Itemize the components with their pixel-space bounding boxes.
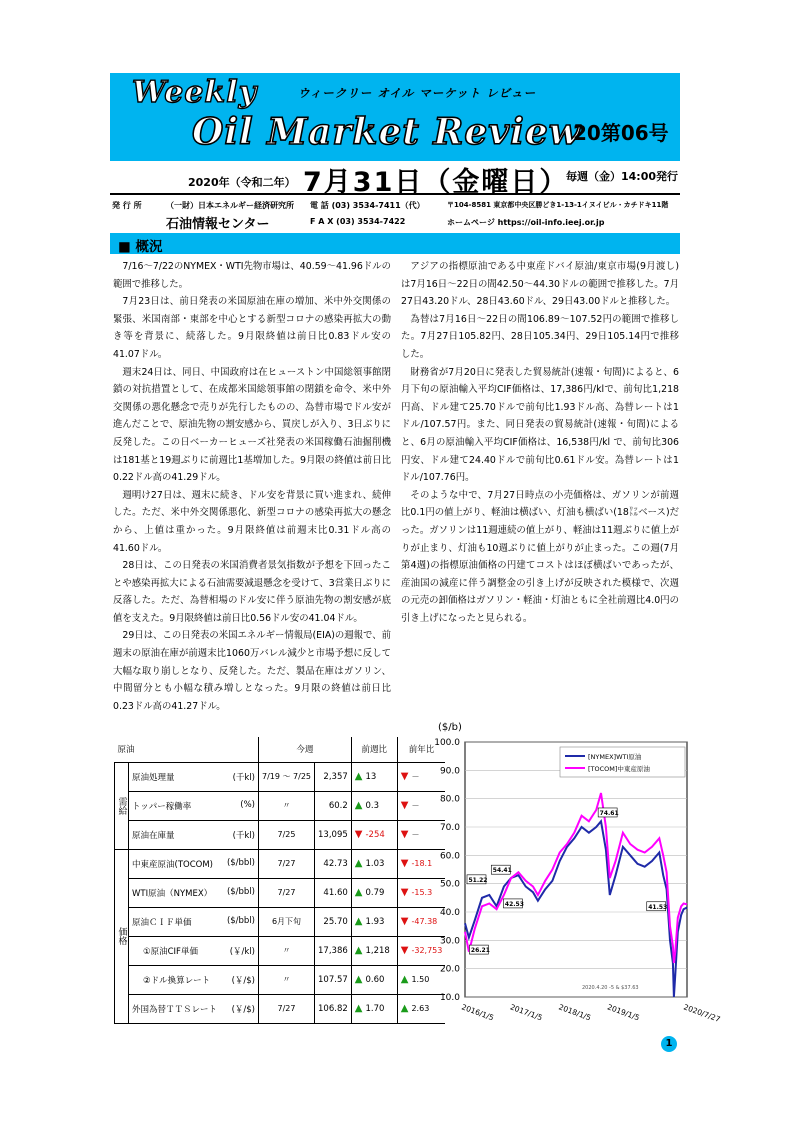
value-cell: 107.57 <box>315 965 352 994</box>
category-price: 価格 <box>115 849 129 1023</box>
paragraph: 為替は7月16日～22日の間106.89～107.52円の範囲で推移した。7月27日105.82円、28日105.34円、29日105.14円で推移した。 <box>401 313 679 360</box>
wow-cell <box>351 849 397 878</box>
wow-value: 0.3 <box>365 801 379 811</box>
up-arrow-icon: ▲ <box>400 974 409 985</box>
market-table <box>114 737 445 1024</box>
table-row <box>115 849 446 878</box>
down-arrow-icon: ▼ <box>354 829 363 840</box>
up-arrow-icon: ▲ <box>354 1003 363 1014</box>
period-cell: 7/27 <box>259 849 315 878</box>
chart-unit-label: ($/b) <box>438 722 462 733</box>
item-unit: (%) <box>240 799 255 810</box>
data-label: 26.21 <box>470 947 490 955</box>
up-arrow-icon: ▲ <box>354 887 363 898</box>
period-cell: 7/27 <box>259 878 315 907</box>
wow-value: -254 <box>365 830 385 840</box>
price-chart <box>430 730 722 1025</box>
table-header-row <box>115 737 446 762</box>
item-cell <box>129 907 259 936</box>
table-row <box>115 994 446 1023</box>
value-cell: 2,357 <box>315 762 352 791</box>
period-cell: 6月下旬 <box>259 907 315 936</box>
yoy-value: -32,753 <box>411 946 443 955</box>
up-arrow-icon: ▲ <box>354 858 363 869</box>
wow-value: 1,218 <box>365 946 390 956</box>
section-title: ■ 概況 <box>118 239 163 255</box>
wow-cell <box>351 820 397 849</box>
table-row <box>115 907 446 936</box>
up-arrow-icon: ▲ <box>354 771 363 782</box>
wow-cell <box>351 907 397 936</box>
period-cell: 〃 <box>259 791 315 820</box>
item-name: 原油処理量 <box>132 772 175 783</box>
wow-value: 0.60 <box>365 975 385 985</box>
item-cell <box>129 965 259 994</box>
item-cell <box>129 994 259 1023</box>
wow-cell <box>351 936 397 965</box>
category-supply: 需給 <box>115 762 129 849</box>
section-header <box>110 233 680 254</box>
table-row <box>115 762 446 791</box>
item-cell <box>129 762 259 791</box>
legend-label: [NYMEX]WTI原油 <box>588 753 642 761</box>
y-tick-label: 60.0 <box>439 851 460 862</box>
paragraph: 週明け27日は、週末に続き、ドル安を背景に買い進まれ、続伸した。ただ、米中外交関係悪化、新型コロナの感染再拡大の懸念から、上値は重かった。9月限終値は前週末比0.31ドル高の41.60ドル。 <box>113 489 391 554</box>
publisher-address: 〒104-8581 東京都中央区勝どき1-13-1イヌイビル・カチドキ11階 <box>447 201 669 209</box>
paragraph: 29日は、この日発表の米国エネルギー情報局(EIA)の週報で、前週末の原油在庫が前週末比1060万バレル減少と市場予想に反して大幅な取り崩しとなり、反発した。ただ、製品在庫はガソリン、中間留分とも小幅な積み増しとなった。9月限の終値は前日比0.23ドル高の41.27ドル。 <box>113 630 391 712</box>
yoy-value: -15.3 <box>411 888 433 897</box>
page-number: 1 <box>661 1036 677 1052</box>
item-name: 外国為替ＴＴＳレート <box>132 1004 218 1015</box>
y-tick-label: 90.0 <box>439 766 460 777</box>
publisher-fax: F A X (03) 3534-7422 <box>310 217 406 226</box>
table-row <box>115 820 446 849</box>
paragraph: アジアの指標原油である中東産ドバイ原油/東京市場(9月渡し)は7月16日～22日の間42.50～44.30ドルの範囲で推移した。7月27日43.20ドル、28日43.60ドル、29日43.00ドルと推移した。 <box>401 261 679 308</box>
y-tick-label: 70.0 <box>439 823 460 833</box>
data-label: 42.53 <box>504 900 524 908</box>
wow-cell <box>351 994 397 1023</box>
value-cell: 25.70 <box>315 907 352 936</box>
item-unit: ($/bbl) <box>226 886 255 897</box>
up-arrow-icon: ▲ <box>354 800 363 811</box>
period-cell: 〃 <box>259 936 315 965</box>
issue-year: 2020年（令和二年） <box>188 176 296 189</box>
yoy-value: 2.63 <box>411 1004 430 1013</box>
item-unit: (￥/kl) <box>229 946 255 957</box>
down-arrow-icon: ▼ <box>400 945 409 956</box>
header-rule <box>110 193 680 195</box>
table-header-wow: 前週比 <box>351 737 397 762</box>
y-tick-label: 80.0 <box>439 794 460 805</box>
y-tick-label: 40.0 <box>439 908 460 918</box>
publisher-label: 発 行 所 <box>112 201 142 210</box>
item-name: 原油在庫量 <box>132 830 175 841</box>
left-column <box>113 258 391 715</box>
masthead-kana: ウィークリー オイル マーケット レビュー <box>298 86 537 100</box>
publish-frequency: 毎週（金）14:00発行 <box>566 170 679 183</box>
down-arrow-icon: ▼ <box>400 858 409 869</box>
paragraph: 週末24日は、同日、中国政府は在ヒューストン中国総領事館閉鎖の対抗措置として、在成都米国総領事館の閉鎖を命令、米中外交関係の悪化懸念で売りが先行したものの、為替市場でドル安が進んだことで、原油先物の割安感から、買戻しが入り、3日ぶりに反発した。この日ベーカーヒューズ社発表の米国稼働石油掘削機は181基と19週ぶりに前週比1基増加した。9月限の終値は前日比0.22ドル高の41.29ドル。 <box>113 366 391 484</box>
legend-label: [TOCOM]中東産原油 <box>588 765 650 773</box>
item-unit: (￥/$) <box>231 1004 255 1015</box>
table-row <box>115 936 446 965</box>
item-unit: ($/bbl) <box>226 857 255 868</box>
item-name: ①原油CIF単価 <box>143 946 198 957</box>
period-cell: 7/25 <box>259 820 315 849</box>
paragraph: そのような中で、7月27日時点の小売価格は、ガソリンが前週比0.1円の値上がり、軽油は横ばい、灯油も横ばい(18㍑ベース)だった。ガソリンは11週連続の値上がり、軽油は11週ぶりに値上がりが止まり、灯油も10週ぶりに値上がりが止まった。この週(7月第4週)の指標原油価格の円建てコストはほぼ横ばいであったが、産油国の減産に伴う調整金の引き上げが反映された模様で、次週の元売の卸価格はガソリン・軽油・灯油ともに全社前週比4.0円の引き上げになったと見られる。 <box>401 489 679 624</box>
publisher-org: （一財）日本エネルギー経済研究所 <box>166 201 294 210</box>
publisher-tel: 電 話 (03) 3534-7411（代） <box>310 201 425 210</box>
value-cell: 41.60 <box>315 878 352 907</box>
item-unit: (千kl) <box>232 772 255 783</box>
y-tick-label: 10.0 <box>439 993 460 1003</box>
publisher-homepage[interactable]: ホームページ https://oil-info.ieej.or.jp <box>447 218 605 227</box>
wow-value: 1.70 <box>365 1004 385 1014</box>
table-row <box>115 791 446 820</box>
wow-cell <box>351 791 397 820</box>
item-cell <box>129 878 259 907</box>
value-cell: 13,095 <box>315 820 352 849</box>
y-tick-label: 50.0 <box>439 879 460 890</box>
item-name: ②ドル換算レート <box>143 975 211 986</box>
data-label: 41.53 <box>648 903 668 911</box>
x-tick-label: 2019/1/5 <box>606 1002 641 1023</box>
paragraph: 7月23日は、前日発表の米国原油在庫の増加、米中外交関係の緊張、米国南部・東部を中心とする新型コロナの感染再拡大の動き等を背景に、続落した。9月限終値は前日比0.83ドル安の41.07ドル。 <box>113 296 391 360</box>
x-tick-label: 2018/1/5 <box>557 1002 593 1023</box>
masthead-title: Oil Market Review <box>192 111 581 153</box>
issue-date: 7月31日（金曜日） <box>303 167 569 198</box>
value-cell: 106.82 <box>315 994 352 1023</box>
x-tick-label: 2020/7/27 <box>682 1002 722 1025</box>
table-row <box>115 878 446 907</box>
yoy-value: － <box>411 830 420 839</box>
down-arrow-icon: ▼ <box>400 887 409 898</box>
wow-value: 1.93 <box>365 917 385 927</box>
period-cell: 〃 <box>259 965 315 994</box>
x-tick-label: 2016/1/5 <box>460 1002 496 1023</box>
paragraph: 財務省が7月20日に発表した貿易統計(速報・旬間)によると、6月下旬の原油輸入平均CIF価格は、17,386円/klで、前旬比1,218円高、ドル建て25.70ドルで前旬比1.93ドル高、為替レートは1ドル/107.57円。また、同日発表の貿易統計(速報・旬間)によると、6月の原油輸入平均CIF価格は、16,538円/kl で、前旬比306円安、ドル建て24.40ドルで前旬比0.61ドル安。為替レートは1ドル/107.76円。 <box>401 366 679 484</box>
table-header-yoy: 前年比 <box>397 737 445 762</box>
up-arrow-icon: ▲ <box>400 1003 409 1014</box>
y-tick-label: 20.0 <box>439 964 460 975</box>
y-tick-label: 30.0 <box>439 936 460 947</box>
table-header-this-week: 今週 <box>259 737 352 762</box>
period-cell: 7/27 <box>259 994 315 1023</box>
yoy-value: -18.1 <box>411 859 433 868</box>
down-arrow-icon: ▼ <box>400 829 409 840</box>
item-name: 中東産原油(TOCOM) <box>132 859 213 870</box>
up-arrow-icon: ▲ <box>354 916 363 927</box>
data-label: 74.61 <box>599 809 619 817</box>
up-arrow-icon: ▲ <box>354 945 363 956</box>
down-arrow-icon: ▼ <box>400 916 409 927</box>
item-unit: (￥/$) <box>231 975 255 986</box>
issue-number: 20第06号 <box>573 121 669 145</box>
paragraph: 7/16～7/22のNYMEX・WTI先物市場は、40.59～41.96ドルの範囲で推移した。 <box>113 261 391 290</box>
down-arrow-icon: ▼ <box>400 771 409 782</box>
wow-cell <box>351 762 397 791</box>
table-row <box>115 965 446 994</box>
wow-cell <box>351 878 397 907</box>
item-cell <box>129 849 259 878</box>
wow-value: 0.79 <box>365 888 385 898</box>
down-arrow-icon: ▼ <box>400 800 409 811</box>
item-name: 原油ＣＩＦ単価 <box>132 917 192 928</box>
item-unit: (千kl) <box>232 830 255 841</box>
data-label: 54.41 <box>492 867 512 875</box>
period-cell: 7/19 ～ 7/25 <box>259 762 315 791</box>
right-column <box>401 258 679 627</box>
item-cell <box>129 791 259 820</box>
y-tick-label: 100.0 <box>434 738 460 748</box>
masthead-weekly: Weekly <box>132 75 258 110</box>
wow-value: 1.03 <box>365 859 385 869</box>
value-cell: 17,386 <box>315 936 352 965</box>
yoy-value: 1.50 <box>411 975 430 984</box>
yoy-value: － <box>411 801 420 810</box>
wow-value: 13 <box>365 772 377 782</box>
item-cell <box>129 820 259 849</box>
item-name: トッパー稼働率 <box>132 801 192 812</box>
item-cell <box>129 936 259 965</box>
value-cell: 60.2 <box>315 791 352 820</box>
x-tick-label: 2017/1/5 <box>508 1002 544 1023</box>
chart-note: 2020.4.20 -5 & $37.63 <box>582 985 639 991</box>
data-label: 51.22 <box>468 876 488 884</box>
value-cell: 42.73 <box>315 849 352 878</box>
item-name: WTI原油（NYMEX） <box>132 888 213 899</box>
paragraph: 28日は、この日発表の米国消費者景気指数が予想を下回ったことや感染再拡大による石油需要減退懸念を受けて、3営業日ぶりに反落した。ただ、為替相場のドル安に伴う原油先物の割安感が底値を支えた。9月限終値は前日比0.56ドル安の41.04ドル。 <box>113 560 391 624</box>
up-arrow-icon: ▲ <box>354 974 363 985</box>
yoy-value: -47.38 <box>411 917 438 926</box>
table-header-crude: 原油 <box>115 737 259 762</box>
wow-cell <box>351 965 397 994</box>
yoy-value: － <box>411 772 420 781</box>
item-unit: ($/bbl) <box>226 915 255 926</box>
publisher-center: 石油情報センター <box>166 217 270 232</box>
